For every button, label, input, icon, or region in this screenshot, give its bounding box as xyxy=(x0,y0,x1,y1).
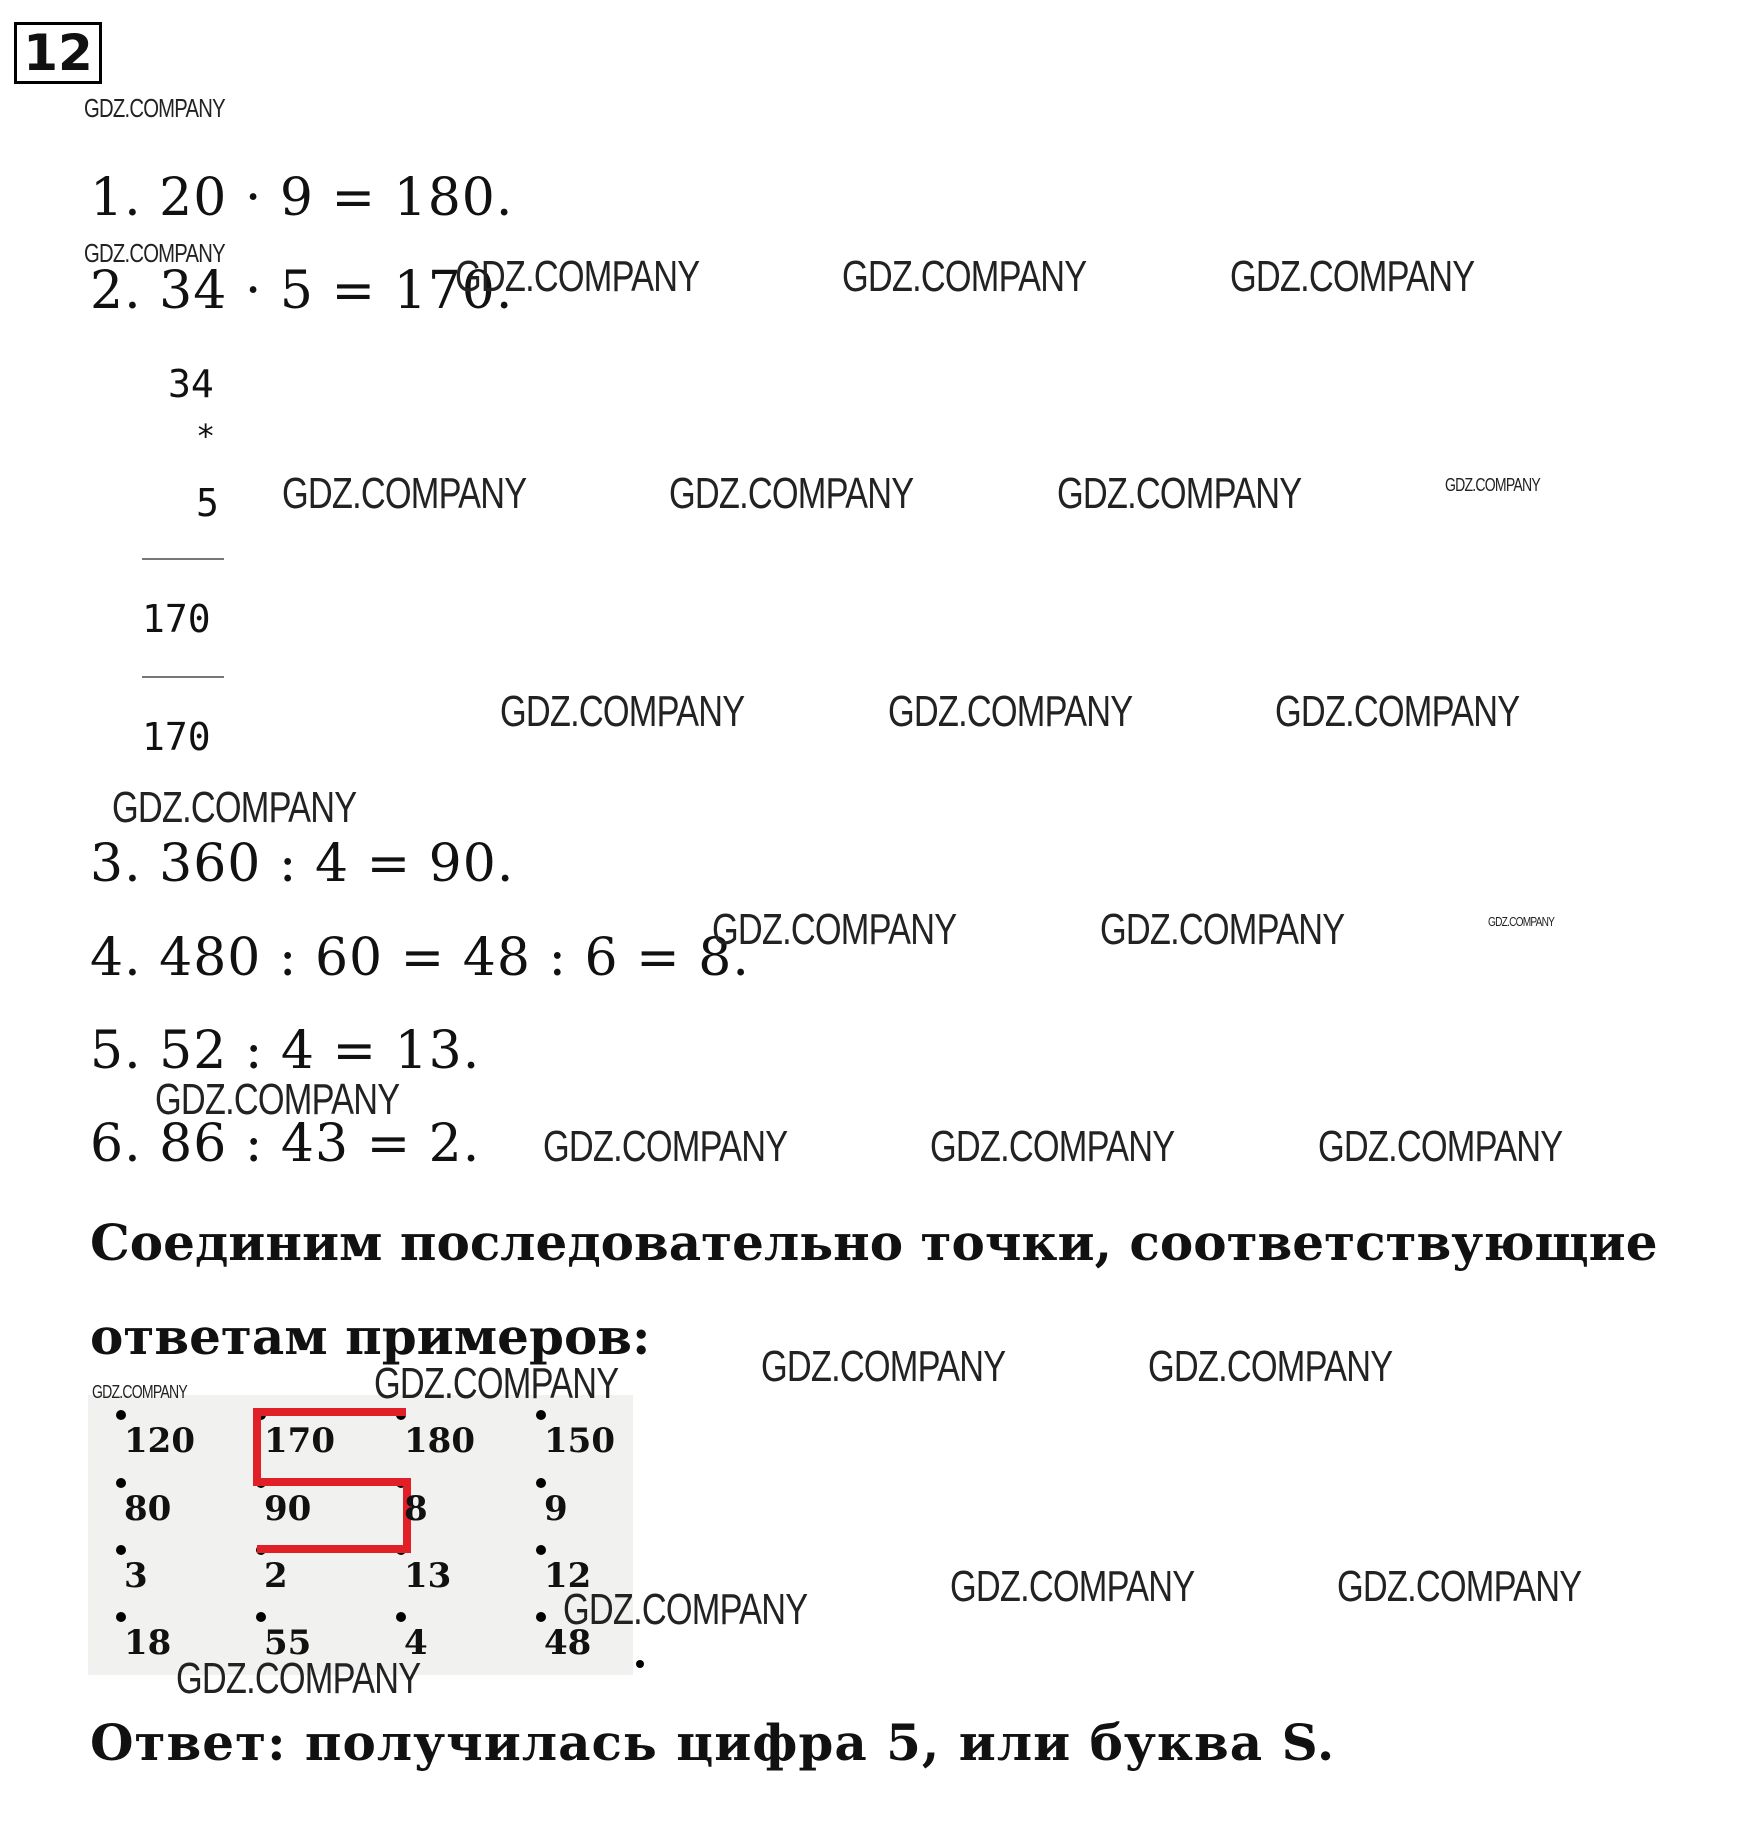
watermark: GDZ.COMPANY xyxy=(374,1359,619,1408)
grid-dot xyxy=(116,1478,126,1488)
equation-6: 6. 86 : 43 = 2. xyxy=(90,1114,481,1174)
equation-4: 4. 480 : 60 = 48 : 6 = 8. xyxy=(90,928,750,988)
grid-number: 9 xyxy=(544,1489,568,1529)
watermark: GDZ.COMPANY xyxy=(761,1342,1006,1391)
path-segment-left xyxy=(253,1408,261,1486)
task-number: 12 xyxy=(14,22,102,84)
instruction-line-1: Соединим последовательно точки, соответствующие xyxy=(90,1213,1658,1272)
watermark: GDZ.COMPANY xyxy=(1445,475,1540,495)
watermark: GDZ.COMPANY xyxy=(1318,1122,1563,1171)
watermark: GDZ.COMPANY xyxy=(950,1562,1195,1611)
grid-dot xyxy=(256,1612,266,1622)
grid-number: 48 xyxy=(544,1623,592,1663)
watermark: GDZ.COMPANY xyxy=(282,469,527,518)
grid-number: 90 xyxy=(264,1489,312,1529)
watermark: GDZ.COMPANY xyxy=(669,469,914,518)
trailing-dot xyxy=(636,1660,644,1668)
answer-text: Ответ: получилась цифра 5, или буква S. xyxy=(90,1713,1336,1772)
grid-number: 150 xyxy=(544,1421,615,1461)
grid-number: 18 xyxy=(124,1623,172,1663)
watermark: GDZ.COMPANY xyxy=(92,1382,187,1402)
grid-dot xyxy=(536,1478,546,1488)
watermark: GDZ.COMPANY xyxy=(1100,905,1345,954)
column-multiplicand: 34 xyxy=(168,362,214,406)
watermark: GDZ.COMPANY xyxy=(84,238,225,268)
watermark: GDZ.COMPANY xyxy=(1488,914,1555,929)
column-partial: 170 xyxy=(142,597,211,641)
equation-1: 1. 20 · 9 = 180. xyxy=(90,168,514,228)
watermark: GDZ.COMPANY xyxy=(1230,252,1475,301)
column-result: 170 xyxy=(142,715,211,759)
watermark: GDZ.COMPANY xyxy=(176,1654,421,1703)
watermark: GDZ.COMPANY xyxy=(455,252,700,301)
grid-dot xyxy=(116,1545,126,1555)
watermark: GDZ.COMPANY xyxy=(930,1122,1175,1171)
watermark: GDZ.COMPANY xyxy=(1337,1562,1582,1611)
grid-number: 13 xyxy=(404,1556,452,1596)
grid-number: 8 xyxy=(404,1489,428,1529)
path-segment-top xyxy=(255,1408,406,1416)
watermark: GDZ.COMPANY xyxy=(84,93,225,123)
path-segment-middle xyxy=(253,1478,411,1486)
watermark: GDZ.COMPANY xyxy=(112,783,357,832)
watermark: GDZ.COMPANY xyxy=(543,1122,788,1171)
column-rule-1 xyxy=(142,558,224,560)
watermark: GDZ.COMPANY xyxy=(563,1585,808,1634)
grid-dot xyxy=(536,1612,546,1622)
grid-number: 3 xyxy=(124,1556,148,1596)
instruction-line-2: ответам примеров: xyxy=(90,1307,651,1366)
watermark: GDZ.COMPANY xyxy=(1148,1342,1393,1391)
grid-number: 80 xyxy=(124,1489,172,1529)
grid-number: 120 xyxy=(124,1421,195,1461)
grid-dot xyxy=(536,1410,546,1420)
column-multiplier: 5 xyxy=(196,481,219,525)
watermark: GDZ.COMPANY xyxy=(842,252,1087,301)
path-segment-bottom xyxy=(257,1545,411,1553)
grid-number: 55 xyxy=(264,1623,312,1663)
grid-dot xyxy=(116,1410,126,1420)
watermark: GDZ.COMPANY xyxy=(1057,469,1302,518)
grid-number: 2 xyxy=(264,1556,288,1596)
watermark: GDZ.COMPANY xyxy=(1275,687,1520,736)
equation-5: 5. 52 : 4 = 13. xyxy=(90,1021,481,1081)
grid-dot xyxy=(536,1545,546,1555)
grid-dot xyxy=(116,1612,126,1622)
watermark: GDZ.COMPANY xyxy=(155,1075,400,1124)
watermark: GDZ.COMPANY xyxy=(500,687,745,736)
watermark: GDZ.COMPANY xyxy=(712,905,957,954)
column-operator: * xyxy=(196,417,216,455)
grid-number: 4 xyxy=(404,1623,428,1663)
column-rule-2 xyxy=(142,676,224,678)
equation-3: 3. 360 : 4 = 90. xyxy=(90,834,515,894)
grid-dot xyxy=(396,1612,406,1622)
equation-2: 2. 34 · 5 = 170. xyxy=(90,261,514,321)
grid-number: 12 xyxy=(544,1556,592,1596)
watermark: GDZ.COMPANY xyxy=(888,687,1133,736)
grid-number: 170 xyxy=(264,1421,335,1461)
grid-number: 180 xyxy=(404,1421,475,1461)
